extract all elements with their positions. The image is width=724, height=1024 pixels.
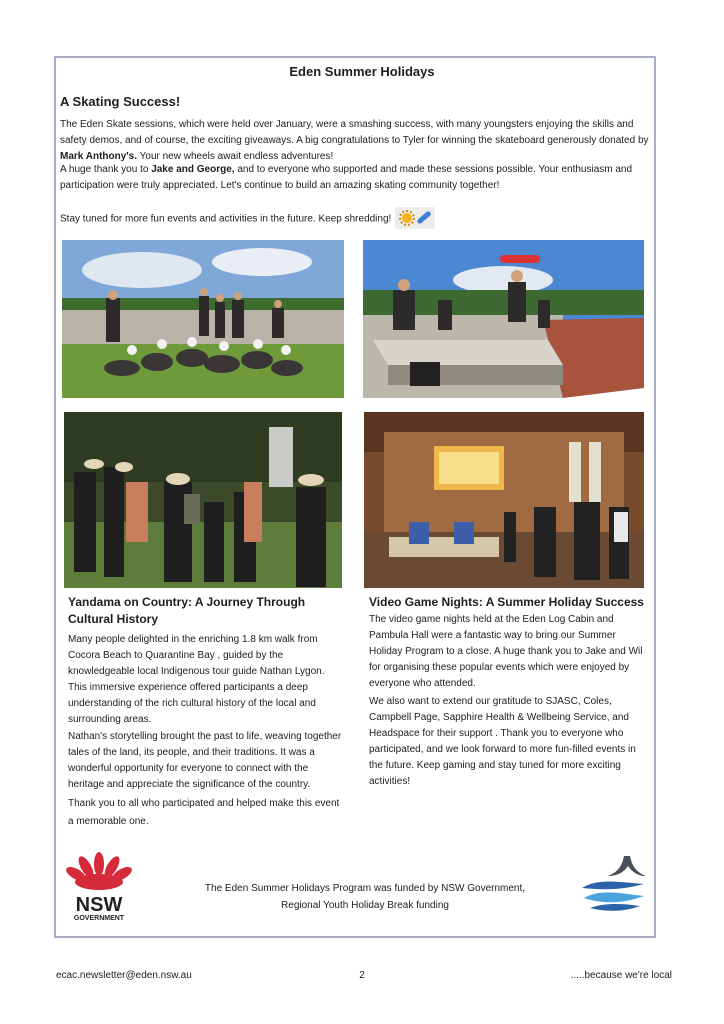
yandama-paragraph-3: Thank you to all who participated and helped make this event a memorable one. <box>68 798 340 827</box>
footer-email: ecac.newsletter@eden.nsw.au <box>56 970 192 981</box>
skating-paragraph-1: The Eden Skate sessions, which were held over January, were a smashing success, with many youngsters enjoying the skills and safety demos, and of course, the exciting giveaways. A big congratulations to Tyler for winning the skateboard generously donated by Mark Anthony's. Your new wheels await endless adventures! <box>60 119 649 162</box>
video-paragraph-1: The video game nights held at the Eden Log Cabin and Pambula Hall were a fantastic way to bring our Summer Holiday Program to a close. A huge thank you to Jake and Wil for organising these popular events which were enjoyed by everyone who attended. <box>369 614 643 689</box>
footer-tagline: .....because we're local <box>570 970 672 981</box>
skating-heading: A Skating Success! <box>60 94 181 109</box>
waratah-icon <box>66 850 132 890</box>
skating-paragraph-3: Stay tuned for more fun events and activities in the future. Keep shredding! <box>60 208 650 230</box>
sun-emoji-icon <box>400 211 414 225</box>
whale-wave-logo <box>578 852 648 914</box>
emoji-box <box>395 207 435 229</box>
funding-line-2: Regional Youth Holiday Break funding <box>281 900 449 911</box>
page-title: Eden Summer Holidays <box>289 64 435 79</box>
funding-statement <box>180 880 550 914</box>
skating-paragraph-2: A huge thank you to Jake and George, and to everyone who supported and made these sessions possible. Your enthusiasm and participation were truly appreciated. Let's continue to build an amazing skating community together! <box>60 164 633 191</box>
yandama-paragraph-2: Nathan's storytelling brought the past to life, weaving together tales of the land, its people, and their traditions. It was a wonderful opportunity for everyone to connect with the heritage and appreciate the significance of the country. <box>68 731 342 790</box>
footer-page-number: 2 <box>359 970 365 981</box>
video-text <box>369 612 645 790</box>
video-heading: Video Game Nights: A Summer Holiday Success <box>369 595 644 609</box>
yandama-heading: Yandama on Country: A Journey Through Cultural History <box>68 595 306 626</box>
whale-tail-icon <box>578 852 648 914</box>
skate-ramp-photo <box>363 240 644 398</box>
walk-group-photo <box>64 412 342 588</box>
game-night-photo <box>364 412 644 588</box>
video-paragraph-2: We also want to extend our gratitude to SJASC, Coles, Campbell Page, Sapphire Health & Wellbeing Service, and Headspace for their support . Thank you to everyone who participated, and we look forward to more fun-filled events in the future. Keep gaming and stay tuned for more exciting activities! <box>369 696 636 787</box>
funding-line-1: The Eden Summer Holidays Program was funded by NSW Government, <box>204 883 526 894</box>
yandama-paragraph-1: Many people delighted in the enriching 1.8 km walk from Cocora Beach to Quarantine Bay , guided by the knowledgeable local Indigenous tour guide Nathan Lygon. This immersive experience offered participants a deep understanding of the rich cultural history of the local and surrounding areas. <box>68 634 325 725</box>
nsw-logo-text: NSW <box>75 894 123 916</box>
yandama-text <box>68 632 343 831</box>
government-logo-text: GOVERNMENT <box>73 915 125 922</box>
skate-group-photo <box>62 240 344 398</box>
nsw-government-logo <box>66 850 132 924</box>
skateboard-emoji-icon <box>417 210 432 224</box>
